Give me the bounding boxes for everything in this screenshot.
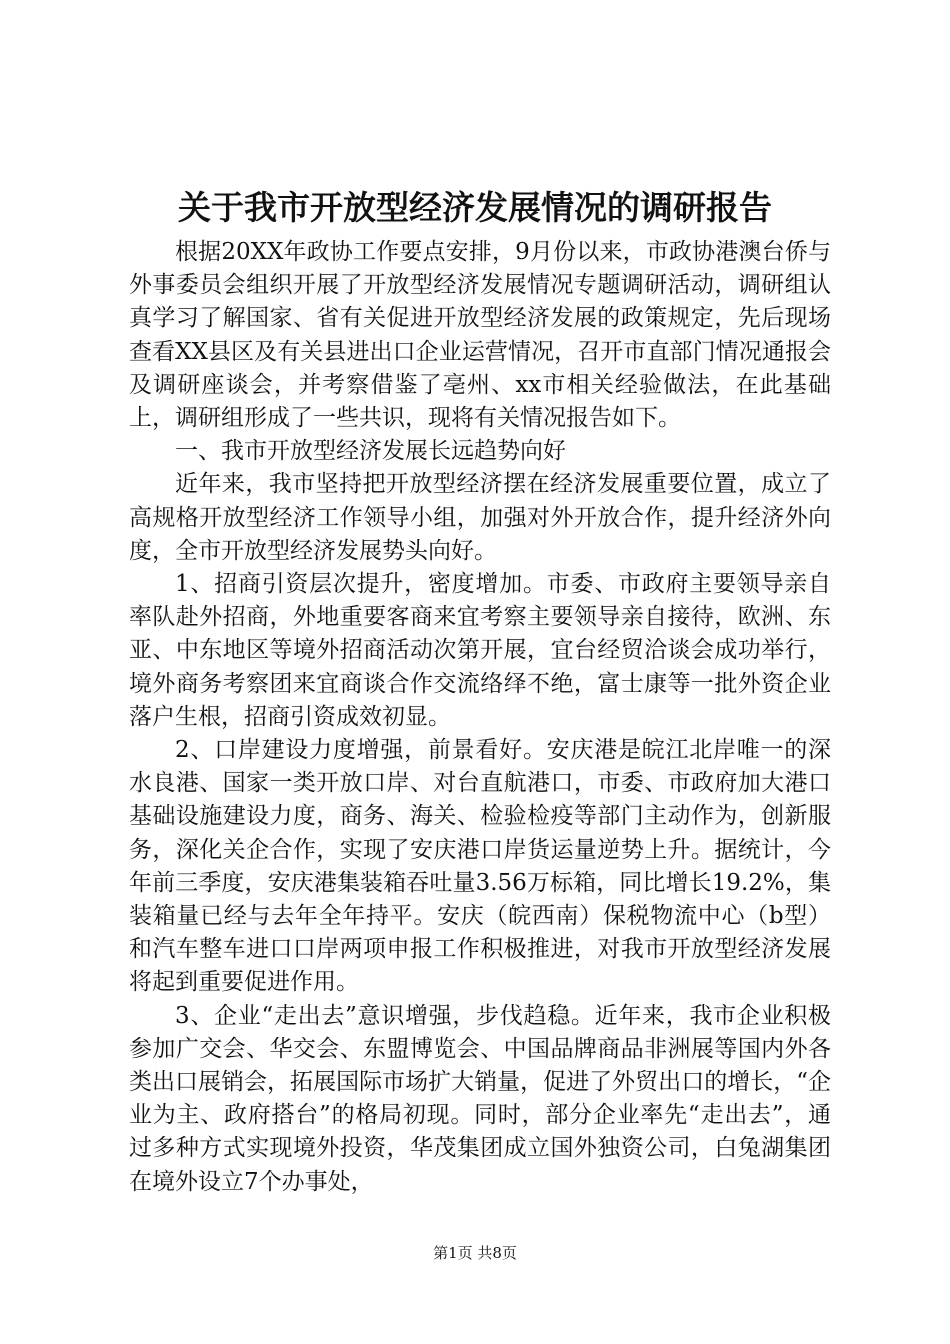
document-body — [129, 236, 831, 1199]
paragraph-item-2: 2、口岸建设力度增强，前景看好。安庆港是皖江北岸唯一的深水良港、国家一类开放口岸、对台直航港口，市委、市政府加大港口基础设施建设力度，商务、海关、检验检疫等部门主动作为，创新服务，深化关企合作，实现了安庆港口岸货运量逆势上升。据统计，今年前三季度，安庆港集装箱吞吐量3.56万标箱，同比增长19.2%，集装箱量已经与去年全年持平。安庆（皖西南）保税物流中心（b型）和汽车整车进口口岸两项申报工作积极推进，对我市开放型经济发展将起到重要促进作用。 — [129, 737, 831, 996]
document-title: 关于我市开放型经济发展情况的调研报告 — [178, 188, 772, 227]
paragraph-item-1: 1、招商引资层次提升，密度增加。市委、市政府主要领导亲自率队赴外招商，外地重要客商来宜考察主要领导亲自接待，欧洲、东亚、中东地区等境外招商活动次第开展，宜台经贸洽谈会成功举行，境外商务考察团来宜商谈合作交流络绎不绝，富士康等一批外资企业落户生根，招商引资成效初显。 — [129, 571, 831, 730]
paragraph-overview: 近年来，我市坚持把开放型经济摆在经济发展重要位置，成立了高规格开放型经济工作领导小组，加强对外开放合作，提升经济外向度，全市开放型经济发展势头向好。 — [129, 471, 831, 564]
section-heading-1: 一、我市开放型经济发展长远趋势向好 — [175, 438, 566, 465]
paragraph-intro: 根据20XX年政协工作要点安排，9月份以来，市政协港澳台侨与外事委员会组织开展了开放型经济发展情况专题调研活动，调研组认真学习了解国家、省有关促进开放型经济发展的政策规定，先后现场查看XX县区及有关县进出口企业运营情况，召开市直部门情况通报会及调研座谈会，并考察借鉴了亳州、xx市相关经验做法，在此基础上，调研组形成了一些共识，现将有关情况报告如下。 — [129, 239, 831, 432]
page-footer: 第1页 共8页 — [433, 1244, 517, 1262]
paragraph-item-3: 3、企业“走出去”意识增强，步伐趋稳。近年来，我市企业积极参加广交会、华交会、东盟博览会、中国品牌商品非洲展等国内外各类出口展销会，拓展国际市场扩大销量，促进了外贸出口的增长，“企业为主、政府搭台”的格局初现。同时，部分企业率先“走出去”，通过多种方式实现境外投资，华茂集团成立国外独资公司，白兔湖集团在境外设立7个办事处， — [129, 1002, 831, 1195]
